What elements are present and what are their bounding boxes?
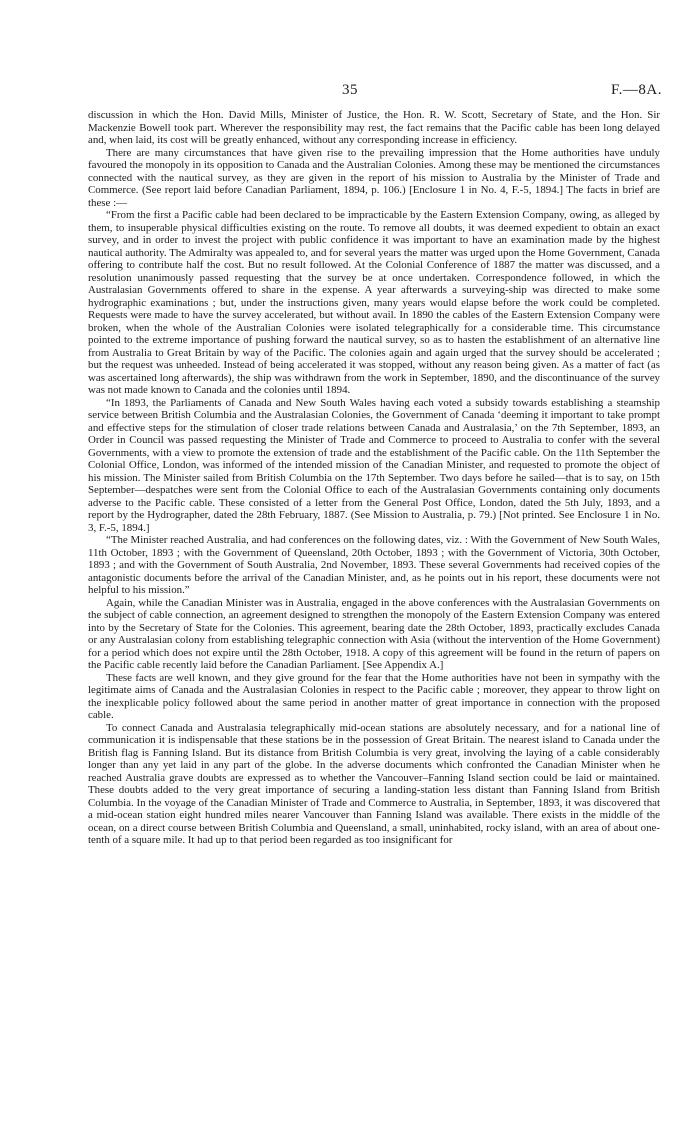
page-header xyxy=(0,82,700,102)
paragraph: These facts are well known, and they give ground for the fear that the Home authorities have not been in sympathy with the legitimate aims of Canada and the Australasian Colonies in respect to the Pacific cable ; moreover, they appear to throw light on the inexplicable policy followed about the same period in another matter of great importance in connection with the proposed cable. xyxy=(88,671,660,721)
paragraph: “The Minister reached Australia, and had conferences on the following dates, viz. : With the Government of New South Wales, 11th October, 1893 ; with the Government of Queensland, 20th October, 1893 ; with the Government of Victoria, 30th October, 1893 ; and with the Government of South Australia, 2nd November, 1893. These several Governments had received copies of the antagonistic documents before the arrival of the Canadian Minister, and, as he points out in his report, these documents were not helpful to his mission.” xyxy=(88,534,660,596)
paragraph: To connect Canada and Australasia telegraphically mid-ocean stations are absolutely necessary, and for a national line of communication it is indispensable that these stations be in the possession of Great Britain. The nearest island to Canada under the British flag is Fanning Island. But its distance from British Columbia is very great, involving the laying of a cable considerably longer than any yet laid in any part of the globe. In the adverse documents which confronted the Canadian Minister when he reached Australia grave doubts are expressed as to whether the Vancouver–Fanning Island section could be laid or maintained. These doubts added to the very great importance of securing a landing-station less distant than Fanning Island from British Columbia. In the voyage of the Canadian Minister of Trade and Commerce to Australia, in September, 1893, it was discovered that a mid-ocean station eight hundred miles nearer Vancouver than Fanning Island was available. There exists in the middle of the ocean, on a direct course between British Columbia and Queensland, a small, uninhabited, rocky island, with an area of about one-tenth of a square mile. It had up to that period been regarded as too insignificant for xyxy=(88,721,660,846)
paragraph: There are many circumstances that have given rise to the prevailing impression that the Home authorities have unduly favoured the monopoly in its opposition to Canada and the Australian Colonies. Among these may be mentioned the circumstances connected with the nautical survey, as they are given in the report of his mission to Australia by the Minister of Trade and Commerce. (See report laid before Canadian Parliament, 1894, p. 106.) [Enclosure 1 in No. 4, F.-5, 1894.] The facts in brief are these :— xyxy=(88,146,660,209)
paragraph: “In 1893, the Parliaments of Canada and New South Wales having each voted a subsidy towards establishing a steamship service between British Columbia and the Australasian Colonies, the Government of Canada ‘deeming it important to take prompt and effective steps for the stimulation of closer trade relations between Canada and Australasia,’ on the 7th September, 1893, an Order in Council was passed requesting the Minister of Trade and Commerce to proceed to Australia to confer with the several Governments, with a view to promote the extension of trade and the establishment of the Pacific cable. On the 11th September the Colonial Office, London, was informed of the intended mission of the Canadian Minister, and requested to promote the object of his mission. The Minister sailed from British Columbia on the 17th September. Two days before he sailed—that is to say, on 15th September—despatches were sent from the Colonial Office to each of the Australasian Governments containing only documents adverse to the Pacific cable. These consisted of a letter from the General Post Office, London, dated the 5th July, 1893, and a report by the Hydrographer, dated the 28th February, 1887. (See Mission to Australia, p. 79.) [Not printed. See Enclosure 1 in No. 3, F.-5, 1894.] xyxy=(88,396,660,534)
paragraph: “From the first a Pacific cable had been declared to be impracticable by the Eastern Extension Company, owing, as alleged by them, to insuperable physical difficulties existing on the route. To remove all doubts, it was deemed expedient to obtain an exact survey, and in order to invest the project with public confidence it was important to have an examination made by the highest nautical authority. The Admiralty was appealed to, and for several years the matter was urged upon the Home Government, Canada offering to contribute half the cost. But no result followed. At the Colonial Conference of 1887 the matter was discussed, and a resolution unanimously passed requesting that the survey be at once undertaken. Correspondence followed, in which the Australasian Governments offered to share in the expense. A year afterwards a surveying-ship was directed to make some hydrographic examinations ; but, under the instructions given, many years would elapse before the work could be completed. Requests were made to have the survey accelerated, but without avail. In 1890 the cables of the Eastern Extension Company were broken, when the whole of the Australian Colonies were isolated telegraphically for a considerable time. This circumstance pointed to the extreme importance of pushing forward the nautical survey, so as to hasten the establishment of an alternative line from Australia to Great Britain by way of the Pacific. The colonies again and again urged that the survey should be accelerated ; but the request was unheeded. Instead of being accelerated it was stopped, without any reason being given. As a matter of fact (as was ascertained long afterwards), the ship was withdrawn from the work in September, 1890, and the discontinuance of the survey was not made known to Canada and the colonies until 1894. xyxy=(88,209,660,396)
paragraph: discussion in which the Hon. David Mills, Minister of Justice, the Hon. R. W. Scott, Secretary of State, and the Hon. Sir Mackenzie Bowell took part. Wherever the responsibility may rest, the fact remains that the Pacific cable has been long delayed and, when laid, its cost will be greatly enhanced, without any corresponding increase in efficiency. xyxy=(88,109,660,146)
document-reference: F.—8A. xyxy=(611,82,662,98)
paragraph: Again, while the Canadian Minister was in Australia, engaged in the above conferences with the Australasian Governments on the subject of cable connection, an agreement designed to strengthen the monopoly of the Eastern Extension Company was entered into by the Secretary of State for the Colonies. This agreement, bearing date the 28th October, 1893, practically excludes Canada or any Australasian colony from establishing telegraphic connection with Asia (without the intervention of the Home Government) for a period which does not expire until the 28th October, 1918. A copy of this agreement will be found in the return of papers on the Pacific cable recently laid before the Canadian Parliament. [See Appendix A.] xyxy=(88,596,660,671)
page-number: 35 xyxy=(342,82,358,98)
body-text xyxy=(88,109,660,847)
